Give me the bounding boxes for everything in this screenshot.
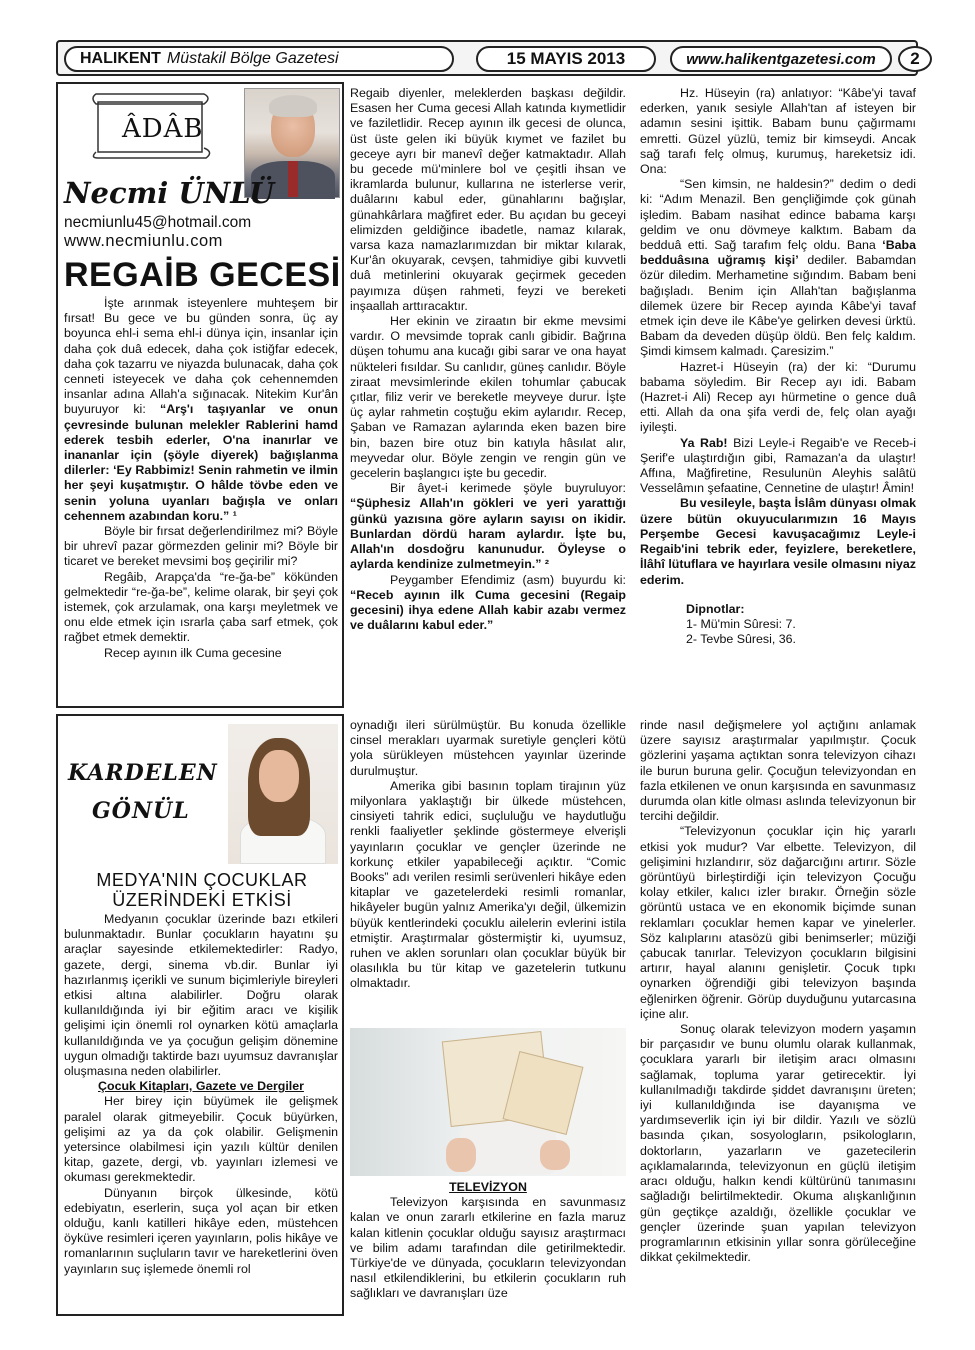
website-url[interactable]: www.halikentgazetesi.com [670,46,892,72]
column-logo-text: ÂDÂB [122,114,204,144]
article-title: REGAİB GECESİ [64,256,341,294]
paper-subtitle: Müstakil Bölge Gazetesi [166,50,339,67]
subhead-television: TELEVİZYON [449,1180,527,1194]
footnote-2: 2- Tevbe Sûresi, 36. [686,632,796,647]
article1-column-3: Hz. Hüseyin (ra) anlatıyor: “Kâbe'yi tavaf ederken, yanık sesiyle Allah'tan af isteyen bir adamın sesini işittik. Babam bunu çağırmamı emretti. Güzel yüzlü, temiz bir kimseydi. Ancak sağ tarafı felç olmuş, kurumuş, hareketsiz idi. Ona: “Sen kimsin, ne haldesin?” dedim o dedi ki: “Adım Menazil. Ben gençliğimde çok günah işledim. Babam nasihat edince babama karşı geldim ve onu dövmeye kalktım. Babam da bedduâ etti. Sağ tarafım felç oldu. Bana ‘Baba bedduâsına uğramış kişi’ dediler. Babamdan özür diledim. Merhametine sığındım. Babam beni bağışladı. Benim için Allah'tan bağışlanma dilemek üzere bir Recep ayında Kâbe'yi tavaf etmek için deve ile Kâbe'ye gelirken devesi ürktü. Babam da deveden düşüp öldü. Ben felç kaldım. Şimdi kimsem kalmadı. Çaresizim.” Hazret-i Hüseyin (ra) der ki: “Durumu babama söyledim. Bir Recep ayı idi. Babam (Hazret-i Ali) Recep ayı hürmetine o gence duâ etti. Allah da ona şifa verdi de, felç olan ayağı iyileşti. Ya Rab! Bizi Leyle-i Regaib'e ve Receb-i Şerif'e ulaştırdığın gibi, Ramazan'a da ulaştır! Affına, Mağfiretine, Resulunün Aleyhis salâtü Vesselâmın şefaatine, Cennetine de ulaştır! Âmin! Bu vesileyle, başta İslâm dünyası olmak üzere bütün okuyucularımızın 16 Mayıs Perşembe Gecesi kavuşacağımız Leyle-i Regaib'ini tebrik eder, feyizlere, bereketlere, İlâhî lütuflara ve hayırlara vesile olmasını niyaz ederim. Dipnotlar: 1- Mü'min Sûresi: 7. 2- Tevbe Sûresi, 36. [640,86,916,647]
article1-column-2: Regaib diyenler, meleklerden başkası değildir. Esasen her Cuma gecesi Allah katında kıymetlidir ve faziletlidir. Recep ayının ilk gecesi de olunca, üst üste gelen iki büyük kıymet ve fazilet bu geceye ayrı bir manevî değer katmaktadır. Allah bu gecede mü'minlere bol ve çeşitli ihsan ve ikramlarda bulunur, kullarına ne isterlerse verir, duâlarını kabul eder, günahlarını bağışlar, günahkârlara mağfiret eder. Bu açıdan bu geceyi elimizden geldiğince ibadetle, namaz kılarak, varsa kaza namazlarımızdan bir miktar kılarak, Kur'ân okuyarak, cevşen, tahmidiye gibi kuvvetli duâ metinlerini okuyarak geçirmek geceden payımıza düşen rahmeti, feyzi ve bereketi inşaallah arttıracaktır. Her ekinin ve ziraatın bir ekme mevsimi vardır. O mevsimde toprak canlı gibidir. Bağrına düşen tohumu ana kucağı gibi sarar ve ona hayat nükteleri fısıldar. Su canlıdır, güneş canlıdır. Böyle ziraat mevsimlerinde ekilen tohumlar çabucak çıtlar, filiz verir ve bereketle meyveye durur. İşte üç aylar rahmetin coştuğu ekim aylarıdır. Recep, Şaban ve Ramazan aylarında eken bazen bire bin, bazen bire otuz bin katıyla hâsılat alır, meyvedar olur. Böyle zengin ve rengin gün ve gecelerin başlangıcı işte bu gecedir. Bir âyet-i kerimede şöyle buyruluyor: “Şüphesiz Allah'ın gökleri ve yeri yarattığı günkü yazısına göre ayların sayısı on ikidir. Bunlardan dördü haram aylardır. İşte bu, Allah'ın dosdoğru kanunudur. Öyleyse o aylarda kendinize zulmetmeyin.” ² Peygamber Efendimiz (asm) buyurdu ki: “Receb ayının ilk Cuma gecesini (Regaip gecesini) ihya edene Allah kabir azabı vermez ve duâlarını kabul eder.” [350,86,626,633]
author-email[interactable]: necmiunlu45@hotmail.com [64,214,252,231]
masthead [56,40,918,76]
article2-column-3: rinde nasıl değişmelere yol açtığını anlamak üzere sayısız araştırmalar yapılmıştır. Çocuk gözlerini yaşama açtıktan sonra televizyon cihazı ile burun buruna gelir. Çocuğun televizyondan en fazla etkilenen ve onun karşısında en savunmasız durumda olan kitle olması aslında televizyonun bir tercihi değildir. “Televizyonun çocuklar için hiç yararlı etkisi yok mudur? Var elbette. Televizyon, dil gelişimini hızlandırır, söz dağarcığını artırır. Sözle görüntüyü birleştirdiği için televizyon Çocuğu kolay etkiler, kalıcı izler bırakır. Örneğin sözle görüntü ustaca ve en ekonomik biçimde sunan reklamları çocuklar hemen kapar ve yinelerler. Söz kalıplarını atasözü gibi benimserler; müziği çabucak tanırlar. Televizyon çocukların bilgisini artırır, hayal alanını genişletir. Çocuk tıpkı oynarken öğrendiği gibi televizyon başında eğlenirken öğrenir. Görüp duyduğunu yutarcasına içine alır. Sonuç olarak televizyon modern yaşamın bir parçasıdır ve bunu olumlu olarak kullanmak, çocuklara yararlı bir iletişim aracı olmasını sağlamak, topluma yarar getirecektir. İyi kullanılmadığı takdirde şiddet davranışını üreten; iyi kullanıldığında ise dayanışma ve yardımseverlik için iyi bir dildir. Yazılı ve sözlü basında çıkan, sosyologların, psikologların, doktorların, yazarların ve gazetecilerin açıklamalarında, televizyonun en güçlü iletişim aracı olduğu, halkın kendi kültürünü tanımasını sağladığı belirtilmektedir. Okuma alışkanlığının gün geçtikçe azaldığı, özellikle çocuklar ve gençler üzerinde şuan yapılan televizyon programlarının etkisinin yıllar sonra görüleceğine dikkat çekilmektedir. [640,718,916,1265]
child-reading-photo [350,1028,626,1176]
paper-name-pill [64,46,454,72]
author-name: Necmi ÜNLÜ [64,176,275,210]
article2-column-2: oynadığı ileri sürülmüştür. Bu konuda özellikle cinsel merakları uyarmak suretiyle gençleri kötü yola sürükleyen müstehcen yayınlar üzerinde durulmuştur. Amerika gibi basının toplam tirajının yüz milyonlara yaklaştığı bir ülkede müstehcen, cinsiyeti tahrik edici, suçluluğu ve haydutluğu renkli faaliyetler şeklinde göstermeye elverişli yayınların çocuklar ve gençler üzerinde ne korkunç etkiler yapabileceği açıktır. “Comic Books” adı verilen resimli serüvenleri hikâye eden kitaplar ve gazetelerdeki resimli romanlar, hikâyeler bugün yalnız Amerika'yı değil, ülkemizin büyük kentlerindeki çocuklu ailelerin evlerini istila etmiştir. Araştırmalar göstermiştir ki, uyumsuz, ruhen ve aklen sorunları olan çocuklar büyük bir olasılıkla bu tür kitap ve gazetelerin tutkunu olmaktadır. [350,718,626,991]
page-number: 2 [898,46,932,72]
author-last-name: GÖNÜL [92,798,190,824]
article2-title: MEDYA'NIN ÇOCUKLAR ÜZERİNDEKİ ETKİSİ [96,870,308,910]
article-media-box [56,714,344,1316]
subhead-children-books: Çocuk Kitapları, Gazete ve Dergiler [98,1079,304,1094]
author-website[interactable]: www.necmiunlu.com [64,232,223,250]
footnote-1: 1- Mü'min Sûresi: 7. [686,616,796,631]
article-regaib-box [56,82,344,708]
paper-name: HALIKENT [80,50,161,67]
article2-column-2-continued: TELEVİZYON Televizyon karşısında en savunmasız kalan ve onun zararlı etkilerine en fazla maruz kalan kitlenin çocuklar olduğu sayısız araştırmacı ve bilim adamı tarafından dile getirilmektedir. Türkiye'de ve dünyada, çocukların televizyondan nasıl etkilendiklerini, bu etkilerin çocukların ruh sağlıkları ve davranışları üze [350,1180,626,1301]
issue-date: 15 MAYIS 2013 [476,46,656,72]
article2-column-1: Medyanın çocuklar üzerinde bazı etkileri bulunmaktadır. Bunlar çocukların hayatını şu araçlar sayesinde etkilemektedirler: Radyo, gazete, dergi, sinema vb.dir. Bunlar iyi hazırlanmış içerikli ve sunum biçimleriyle bireyleri etkisi altına alabilirler. Doğru olarak kullanıldığında iyi bir eğitim aracı ve kişilik gelişimi için önemli rol oynarken kötü amaçlarla kullanıldığında ve ya çocuğun gelişim dönemine uygun olmadığı taktirde bazı uyumsuz davranışlar oluşmasına neden olabilirler. Çocuk Kitapları, Gazete ve Dergiler Her birey için büyümek ile gelişmek paralel olarak gitmeyebilir. Çocuk büyürken, gelişimi az ya da çok olabilir. Gelişmenin yetersince olabilmesi için yazılı kültür denilen kitap, gazete, dergi, vb. yayınları izlemesi ve okuması gerekmektedir. Dünyanın birçok ülkesinde, kötü edebiyatın, eserlerin, suça yol açan bir etken olduğu, kanlı katilleri hikâye eden, müstehcen öyküve resimleri içeren yayınların, polis hikâye ve romanlarının suçluların tavır ve hareketlerini öven yayınların suç işlemede önemli rol [64,912,338,1276]
footnotes-title: Dipnotlar: [686,601,745,616]
author-photo-kardelen [228,724,338,864]
article1-column-1: İşte arınmak isteyenlere muhteşem bir fırsat! Bu gece ve bu günden sonra, üç ay boyunca ehl-i sema ehl-i dünya için, insanlar için daha çok duâ edecek, daha çok istiğfar edecek, daha çok tazarru ve niyazda bulunacak, daha çok cenneti isteyecek ve daha çok cehennemden insanlar adına Allah'a sığınacak. Nitekim Kur'ân buyuruyor ki: “Arş'ı taşıyanlar ve onun çevresinde bulunan melekler Rablerini hamd ederek tesbih ederler, O'na inanırlar ve inananlar için (şöyle diyerek) bağışlanma dilerler: ‘Ey Rabbimiz! Senin rahmetin ve ilmin her şeyi kuşatmıştır. O hâlde tövbe eden ve senin yoluna uyanları bağışla ve onları cehennem azabından koru.” ¹ Böyle bir fırsat değerlendirilmez mi? Böyle bir uhrevî pazar görmezden gelinir mi? Böyle bir ticaret ve bereket mevsimi boş geçirilir mi? Regâib, Arapça'da “re-ğa-be” kökünden gelmektedir “re-ğa-be”, kelime olarak, bir şeyi çok istemek, çok arzulamak, ona karşı meyletmek ve onu elde etmek için ısrarla çaba sarf etmek, çok rağbet etmek demektir. Recep ayının ilk Cuma gecesine [64,296,338,660]
author-first-name: KARDELEN [68,760,218,786]
